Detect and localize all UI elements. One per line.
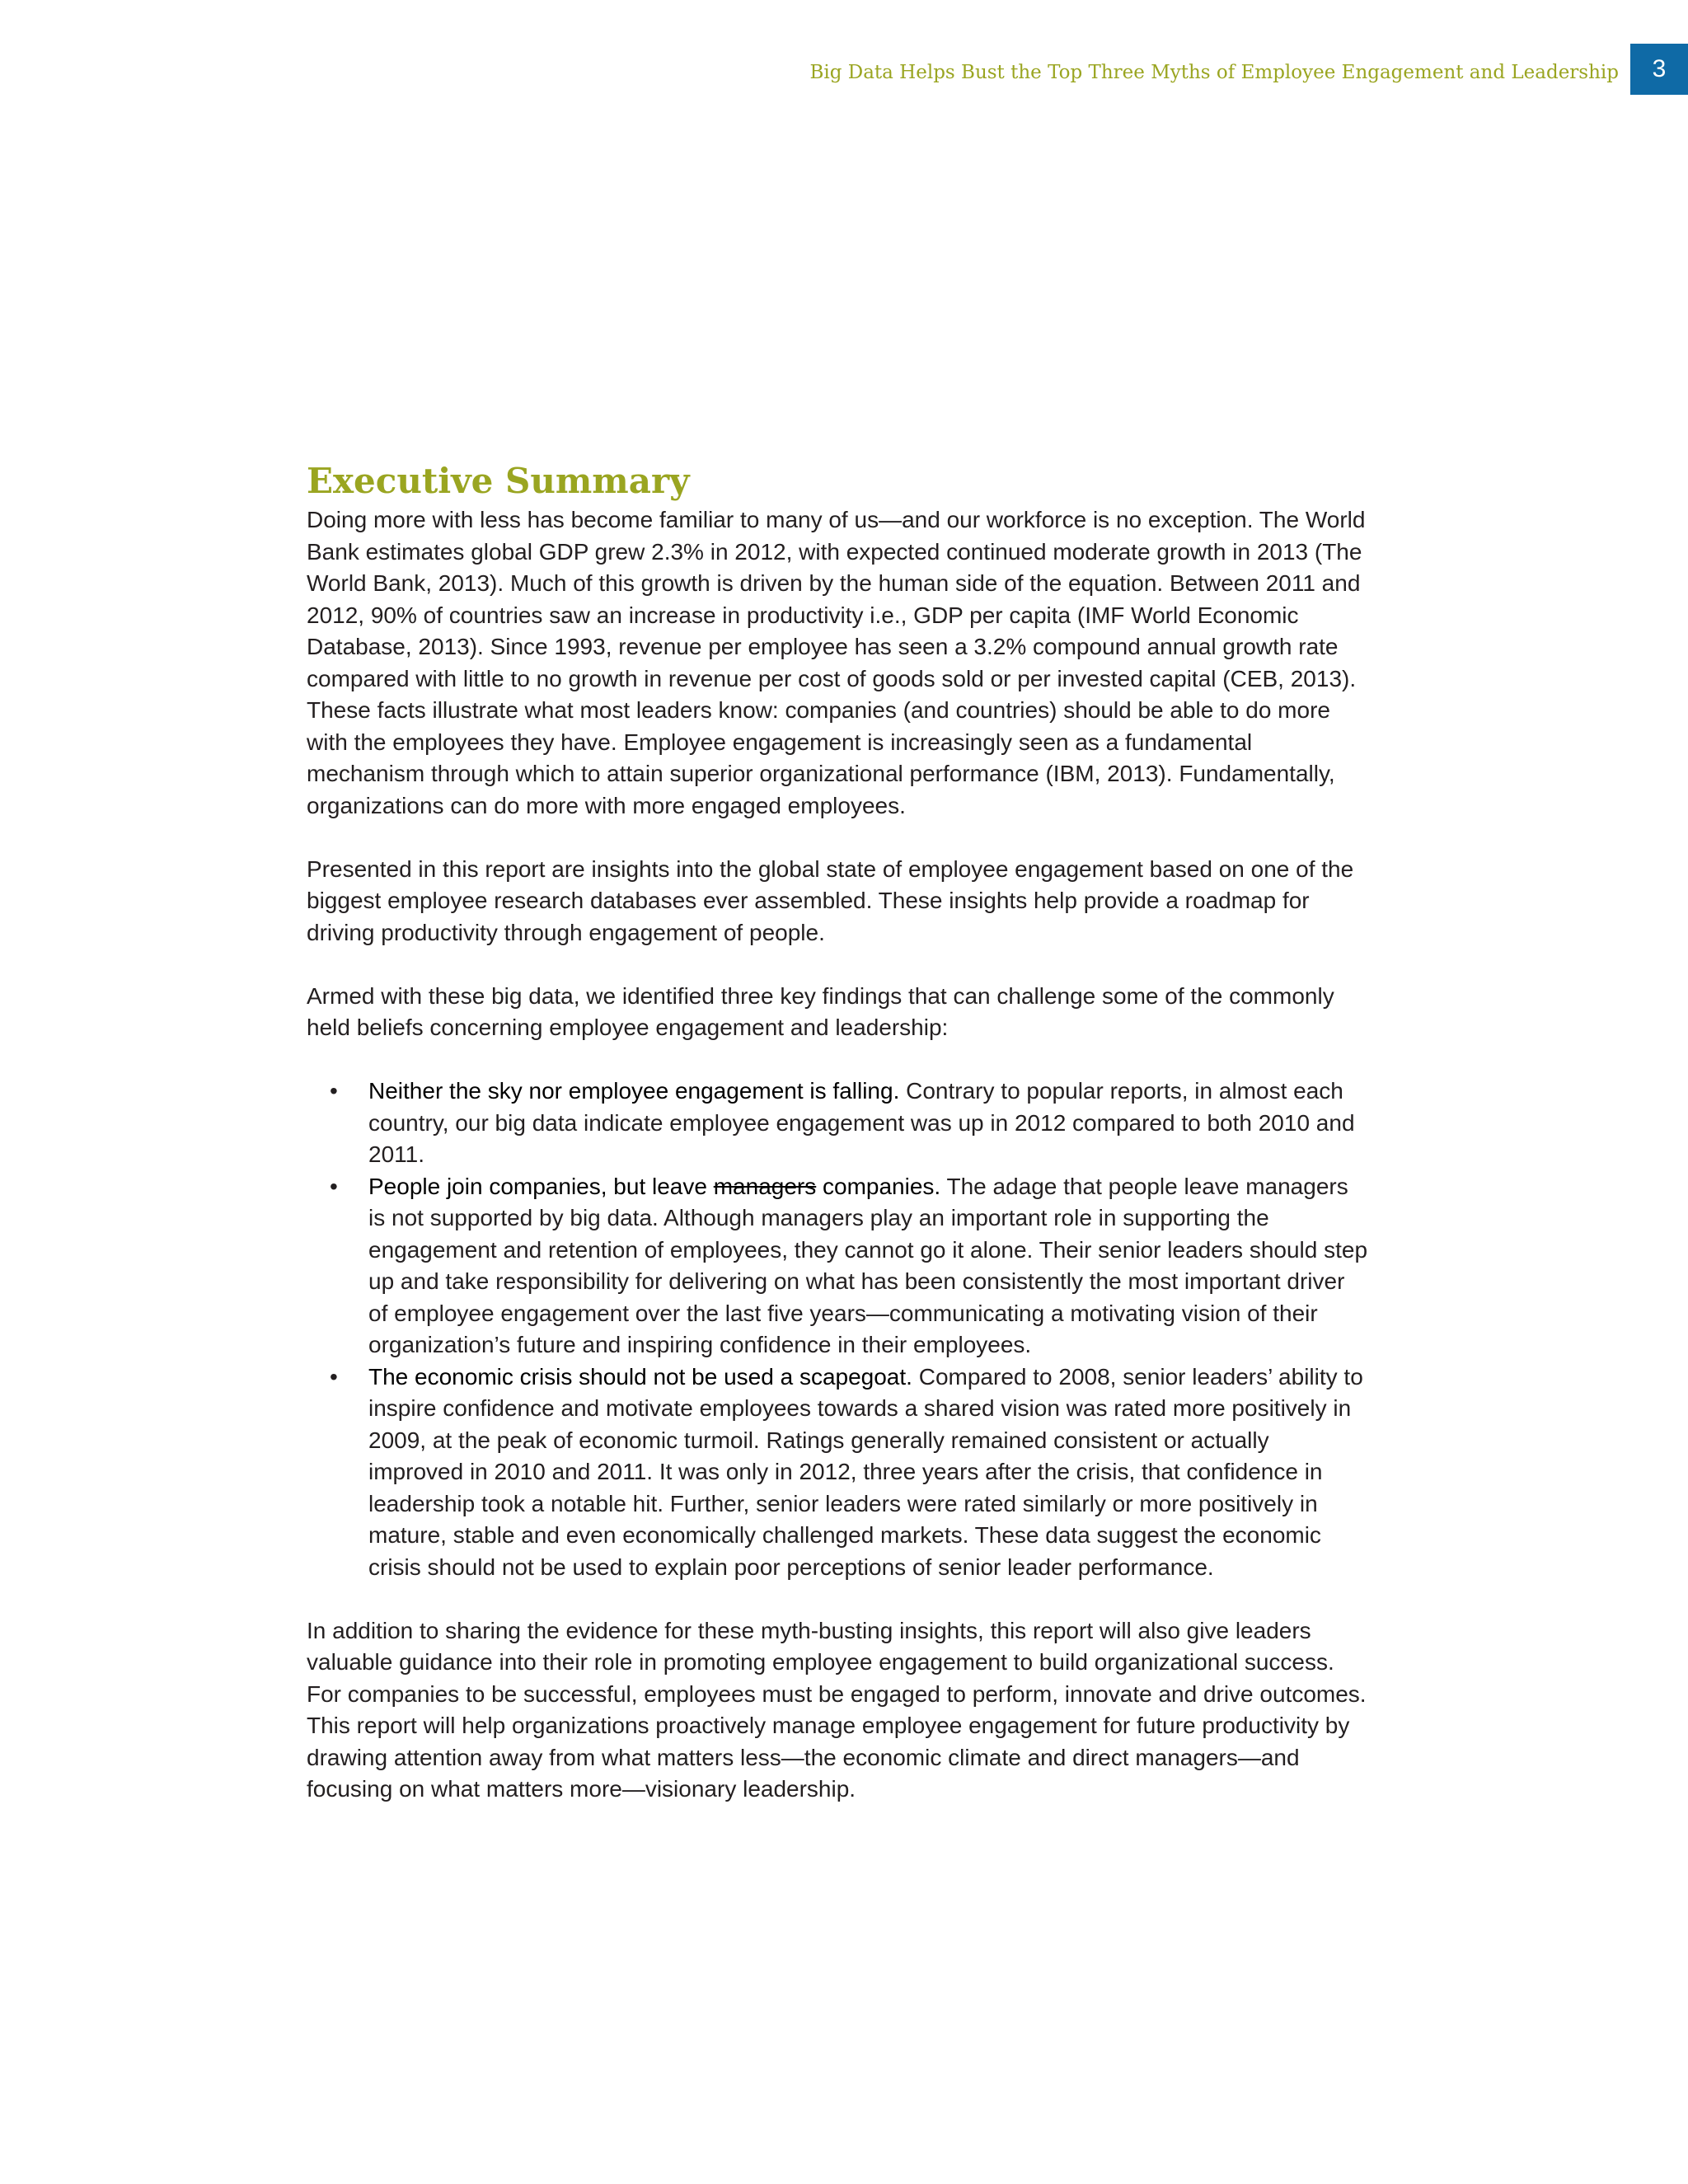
main-content (307, 458, 1370, 1837)
bullet-icon: • (330, 1363, 338, 1390)
finding-heading: Neither the sky nor employee engagement is falling. (368, 1078, 900, 1104)
finding-heading (368, 1174, 940, 1199)
finding-heading-start: People join companies, but leave (368, 1173, 714, 1199)
finding-body: Contrary to popular reports, in almost each country, our big data indicate employee engagement was up in 2012 compared to both 2010 and 2011. (368, 1078, 1355, 1167)
findings-intro-paragraph: Armed with these big data, we identified three key findings that can challenge some of the commonly held beliefs concerning employee engagement and leadership: (307, 982, 1334, 1040)
key-findings-list (307, 1076, 1370, 1583)
bullet-icon: • (330, 1173, 338, 1199)
page-number: 3 (1630, 44, 1688, 95)
bullet-icon: • (330, 1078, 338, 1104)
finding-heading-end: companies. (816, 1173, 941, 1199)
finding-heading-struck-word: managers (713, 1173, 817, 1199)
closing-paragraph: In addition to sharing the evidence for these myth-busting insights, this report will also give leaders valuable guidance into their role in promoting employee engagement to build organizational success. For companies to be successful, employees must be engaged to perform, innovate and drive outcomes. This report will help organizations proactively manage employee engagement for future productivity by drawing attention away from what matters less—the economic climate and direct managers—and focusing on what matters more—visionary leadership. (307, 1617, 1367, 1802)
finding-heading: The economic crisis should not be used a scapegoat. (368, 1363, 912, 1390)
running-header-title: Big Data Helps Bust the Top Three Myths of Employee Engagement and Leadership (809, 62, 1619, 83)
intro-paragraph: Doing more with less has become familiar to many of us—and our workforce is no exception. The World Bank estimates global GDP grew 2.3% in 2012, with expected continued moderate growth in 2013 (The World Bank, 2013). Much of this growth is driven by the human side of the equation. Between 2011 and 2012, 90% of countries saw an increase in productivity i.e., GDP per capita (IMF World Economic Database, 2013). Since 1993, revenue per employee has seen a 3.2% compound annual growth rate compared with little to no growth in revenue per cost of goods sold or per invested capital (CEB, 2013). These facts illustrate what most leaders know: companies (and countries) should be able to do more with the employees they have. Employee engagement is increasingly seen as a fundamental mechanism through which to attain superior organizational performance (IBM, 2013). Fundamentally, organizations can do more with more engaged employees. (307, 507, 1366, 818)
section-title: Executive Summary (307, 461, 690, 501)
report-paragraph: Presented in this report are insights into the global state of employee engagement based on one of the biggest employee research databases ever assembled. These insights help provide a roadmap for driving productivity through engagement of people. (307, 855, 1354, 945)
finding-item-economic-crisis (307, 1361, 1370, 1584)
finding-item-sky-not-falling (307, 1076, 1370, 1171)
finding-body: Compared to 2008, senior leaders’ ability to inspire confidence and motivate employees towards a shared vision was rated more positively in 2009, at the peak of economic turmoil. Ratings generally remained consistent or actually improved in 2010 and 2011. It was only in 2012, three years after the crisis, that confidence in leadership took a notable hit. Further, senior leaders were rated similarly or more positively in mature, stable and even economically challenged markets. These data suggest the economic crisis should not be used to explain poor perceptions of senior leader performance. (368, 1363, 1363, 1580)
finding-body: The adage that people leave managers is not supported by big data. Although managers play an important role in supporting the engagement and retention of employees, they cannot go it alone. Their senior leaders should step up and take responsibility for delivering on what has been consistently the most important driver of employee engagement over the last five years—communicating a motivating vision of their organization’s future and inspiring confidence in their employees. (368, 1173, 1368, 1357)
finding-item-people-leave-companies (307, 1171, 1370, 1361)
